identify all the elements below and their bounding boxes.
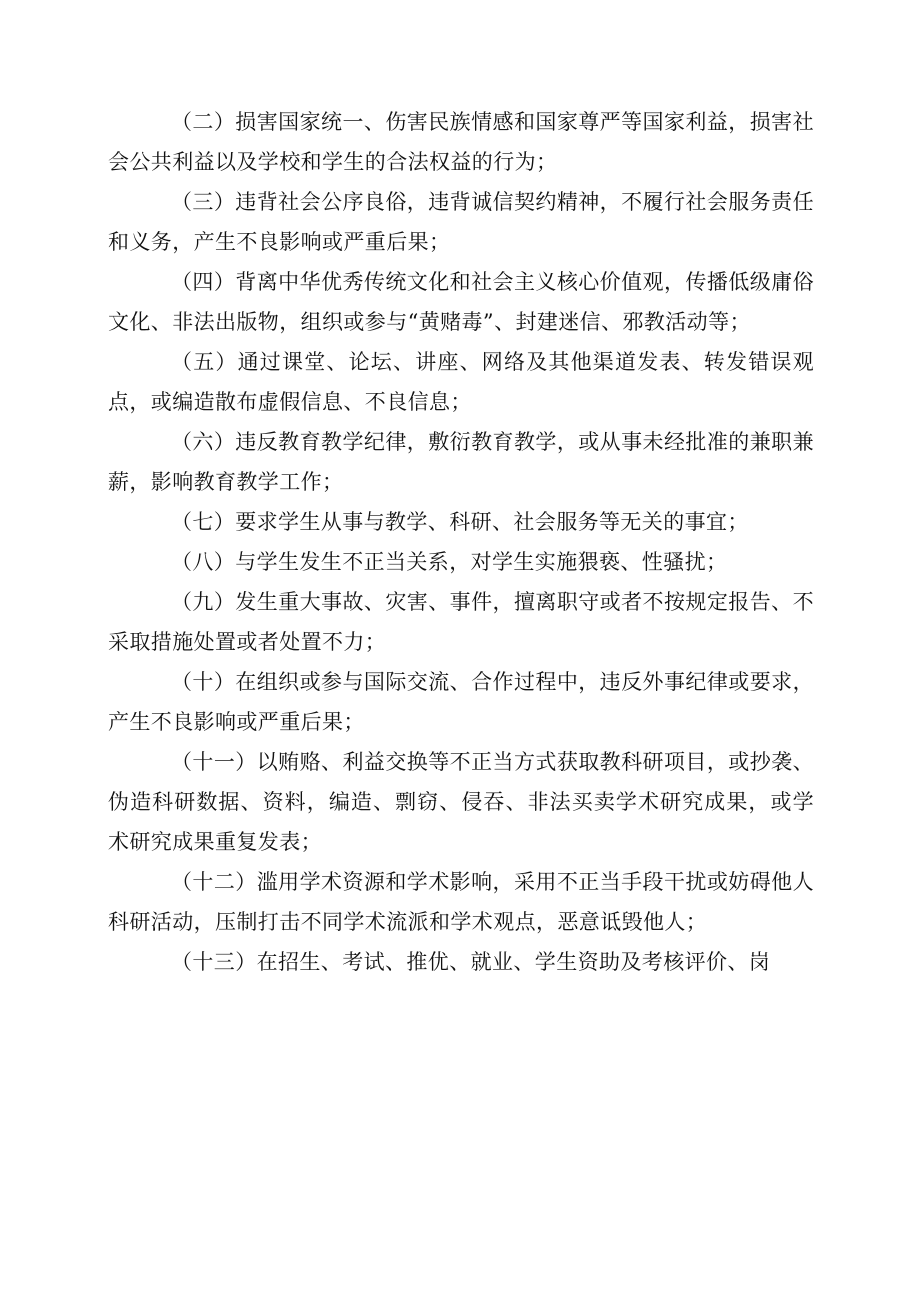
paragraph-item-9: （九）发生重大事故、灾害、事件，擅离职守或者不按规定报告、不采取措施处置或者处置不力； [108,590,814,654]
paragraph-item-8: （八）与学生发生不正当关系，对学生实施猥亵、性骚扰； [171,550,728,574]
paragraph-item-12: （十二）滥用学术资源和学术影响，采用不正当手段干扰或妨碍他人科研活动，压制打击不同学术流派和学术观点，恶意诋毁他人； [108,870,814,934]
paragraph-item-10: （十）在组织或参与国际交流、合作过程中，违反外事纪律或要求，产生不良影响或严重后果； [108,670,814,734]
paragraph-item-11: （十一）以贿赂、利益交换等不正当方式获取教科研项目，或抄袭、伪造科研数据、资料，编造、剽窃、侵吞、非法买卖学术研究成果，或学术研究成果重复发表； [108,750,814,854]
document-body [108,102,814,982]
paragraph-item-5: （五）通过课堂、论坛、讲座、网络及其他渠道发表、转发错误观点，或编造散布虚假信息、不良信息； [108,350,814,414]
paragraph-item-4: （四）背离中华优秀传统文化和社会主义核心价值观，传播低级庸俗文化、非法出版物，组织或参与“黄赌毒”、封建迷信、邪教活动等； [108,270,814,334]
paragraph-item-6: （六）违反教育教学纪律，敷衍教育教学，或从事未经批准的兼职兼薪，影响教育教学工作； [108,430,814,494]
paragraph-item-3: （三）违背社会公序良俗，违背诚信契约精神，不履行社会服务责任和义务，产生不良影响或严重后果； [108,190,814,254]
paragraph-item-13: （十三）在招生、考试、推优、就业、学生资助及考核评价、岗 [171,950,771,974]
paragraph-item-7: （七）要求学生从事与教学、科研、社会服务等无关的事宜； [171,510,749,534]
paragraph-item-2: （二）损害国家统一、伤害民族情感和国家尊严等国家利益，损害社会公共利益以及学校和学生的合法权益的行为； [108,110,814,174]
